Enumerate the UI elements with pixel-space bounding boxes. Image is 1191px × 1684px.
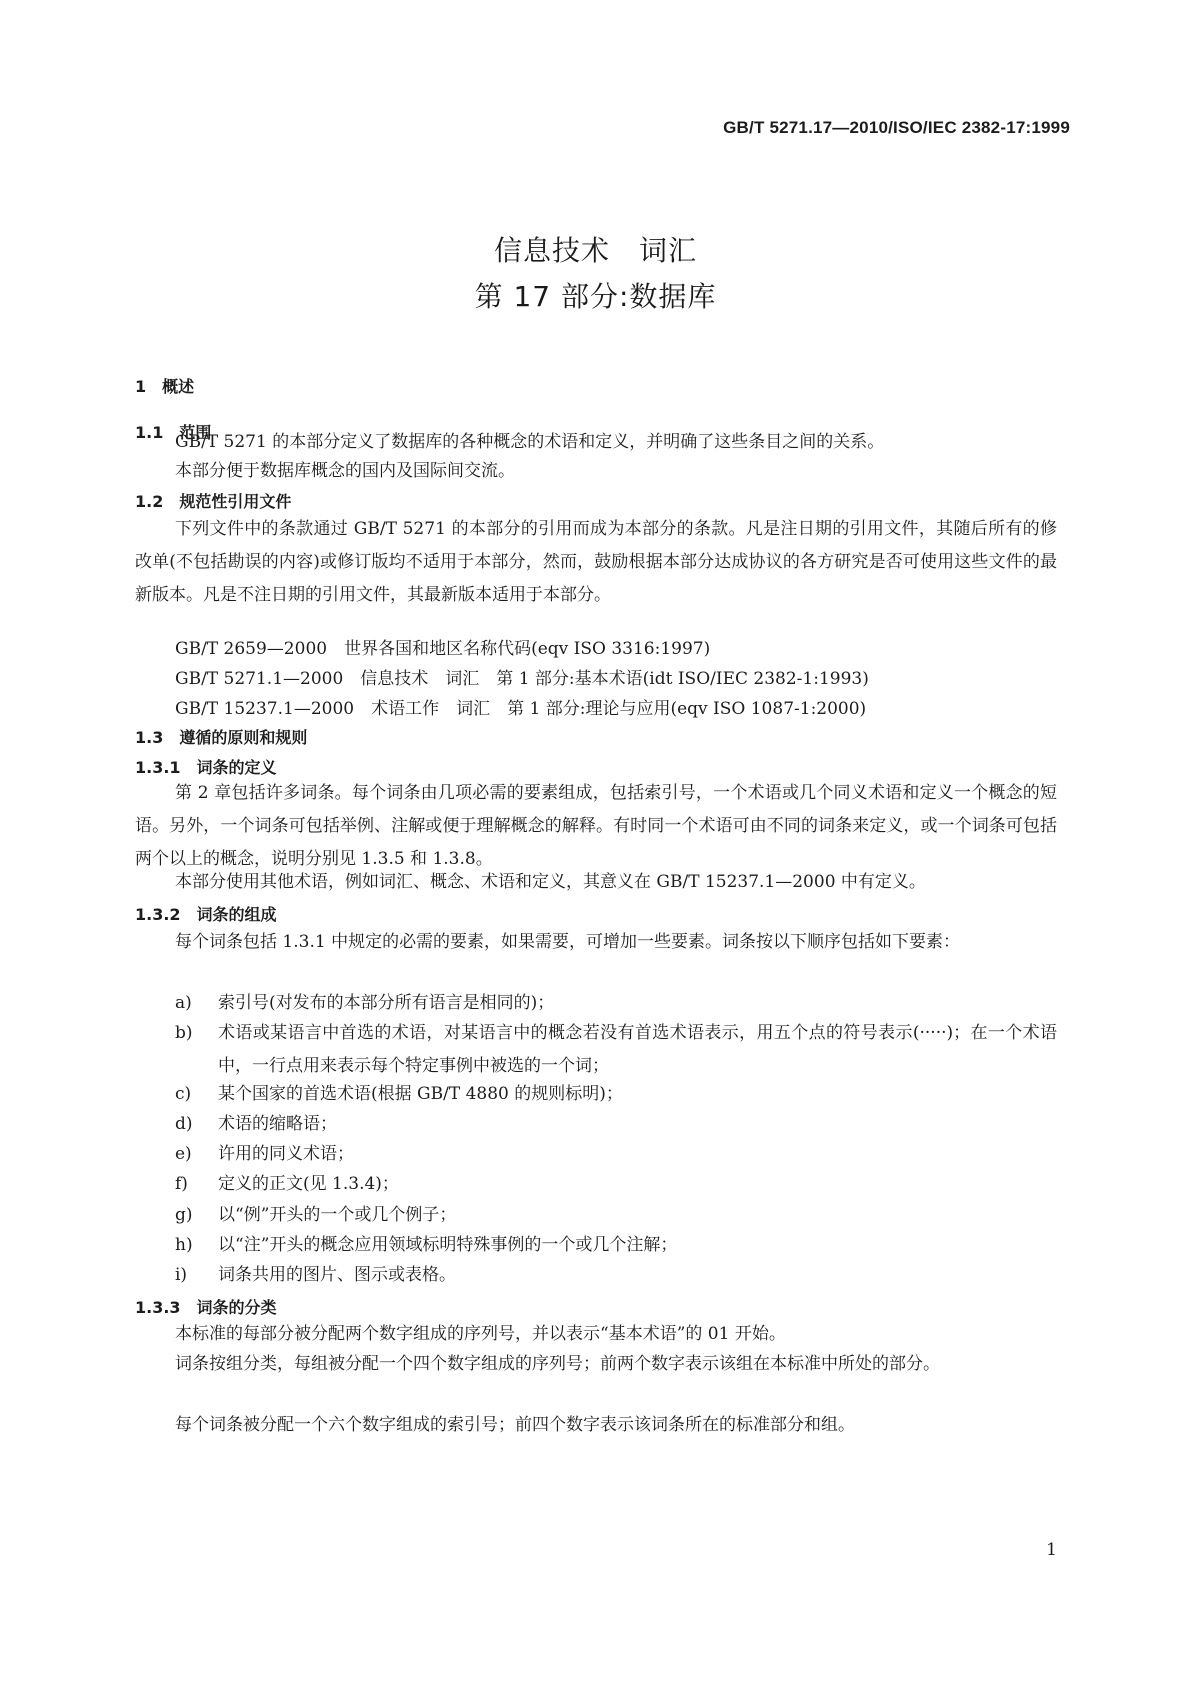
- list-text: 术语或某语言中首选的术语，对某语言中的概念若没有首选术语表示，用五个点的符号表示(·····)；在一个术语中，一行点用来表示每个特定事例中被选的一个词；: [218, 1023, 1057, 1076]
- heading-1-3-3: 1.3.3 词条的分类: [135, 1298, 277, 1317]
- list-marker: b): [175, 1023, 193, 1043]
- list-text: 索引号(对发布的本部分所有语言是相同的)；: [218, 993, 555, 1013]
- list-item: [175, 1168, 1057, 1201]
- list-marker: c): [175, 1084, 192, 1104]
- reference-item: GB/T 15237.1—2000 术语工作 词汇 第 1 部分:理论与应用(eqv ISO 1087-1:2000): [175, 699, 867, 719]
- list-text: 定义的正文(见 1.3.4)；: [218, 1174, 399, 1194]
- list-marker: f): [175, 1174, 188, 1194]
- list-marker: h): [175, 1235, 193, 1255]
- list-marker: a): [175, 993, 192, 1013]
- paragraph-1-3-3-3: 每个词条被分配一个六个数字组成的索引号；前四个数字表示该词条所在的标准部分和组。: [175, 1415, 855, 1435]
- list-item: [175, 1138, 1057, 1171]
- paragraph-1-1-2: 本部分便于数据库概念的国内及国际间交流。: [175, 461, 515, 481]
- list-item: [175, 1229, 1057, 1262]
- title-line-2: 第 17 部分:数据库: [474, 280, 717, 313]
- heading-1-3: 1.3 遵循的原则和规则: [135, 728, 308, 747]
- list-marker: d): [175, 1114, 193, 1134]
- paragraph-1-3-3-2: 词条按组分类，每组被分配一个四个数字组成的序列号；前两个数字表示该组在本标准中所处的部分。: [175, 1354, 940, 1374]
- standard-code: GB/T 5271.17—2010/ISO/IEC 2382-17:1999: [723, 118, 1070, 137]
- reference-item: GB/T 2659—2000 世界各国和地区名称代码(eqv ISO 3316:1997): [175, 639, 711, 659]
- list-marker: g): [175, 1205, 193, 1225]
- heading-1-3-2: 1.3.2 词条的组成: [135, 905, 277, 924]
- list-item: [175, 987, 1057, 1020]
- heading-1-2: 1.2 规范性引用文件: [135, 492, 292, 511]
- list-text: 以“注”开头的概念应用领域标明特殊事例的一个或几个注解；: [218, 1235, 678, 1255]
- heading-1: 1 概述: [135, 377, 195, 396]
- list-item: [175, 1017, 1057, 1083]
- list-item: [175, 1078, 1057, 1111]
- list-item: [175, 1108, 1057, 1141]
- list-text: 某个国家的首选术语(根据 GB/T 4880 的规则标明)；: [218, 1084, 623, 1104]
- list-text: 词条共用的图片、图示或表格。: [218, 1265, 456, 1285]
- list-item: [175, 1259, 1057, 1292]
- list-marker: i): [175, 1265, 188, 1285]
- title-line-1: 信息技术 词汇: [493, 234, 697, 267]
- paragraph-1-3-1-2: 本部分使用其他术语，例如词汇、概念、术语和定义，其意义在 GB/T 15237.1—2000 中有定义。: [175, 872, 926, 892]
- paragraph-1-3-1-1: 第 2 章包括许多词条。每个词条由几项必需的要素组成，包括索引号，一个术语或几个同义术语和定义一个概念的短语。另外，一个词条可包括举例、注解或便于理解概念的解释。有时同一个术语可由不同的词条来定义，或一个词条可包括两个以上的概念，说明分别见 1.3.5 和 1.3.8。: [135, 783, 1057, 869]
- paragraph-1-2-1: 下列文件中的条款通过 GB/T 5271 的本部分的引用而成为本部分的条款。凡是注日期的引用文件，其随后所有的修改单(不包括勘误的内容)或修订版均不适用于本部分，然而，鼓励根据本部分达成协议的各方研究是否可使用这些文件的最新版本。凡是不注日期的引用文件，其最新版本适用于本部分。: [135, 519, 1057, 605]
- list-text: 以“例”开头的一个或几个例子；: [218, 1205, 457, 1225]
- list-text: 术语的缩略语；: [218, 1114, 337, 1134]
- heading-1-3-1: 1.3.1 词条的定义: [135, 758, 277, 777]
- paragraph-1-1-1-text: GB/T 5271 的本部分定义了数据库的各种概念的术语和定义，并明确了这些条目之间的关系。: [175, 432, 885, 452]
- list-item: [175, 1199, 1057, 1232]
- heading-1-1: 1.1 范围: [135, 423, 212, 442]
- paragraph-1-3-2-1: 每个词条包括 1.3.1 中规定的必需的要素，如果需要，可增加一些要素。词条按以下顺序包括如下要素：: [175, 932, 961, 952]
- reference-item: GB/T 5271.1—2000 信息技术 词汇 第 1 部分:基本术语(idt ISO/IEC 2382-1:1993): [175, 669, 869, 689]
- paragraph-1-3-3-1: 本标准的每部分被分配两个数字组成的序列号，并以表示“基本术语”的 01 开始。: [175, 1324, 786, 1344]
- list-text: 许用的同义术语；: [218, 1144, 354, 1164]
- page-number: 1: [1046, 1540, 1057, 1560]
- list-marker: e): [175, 1144, 192, 1164]
